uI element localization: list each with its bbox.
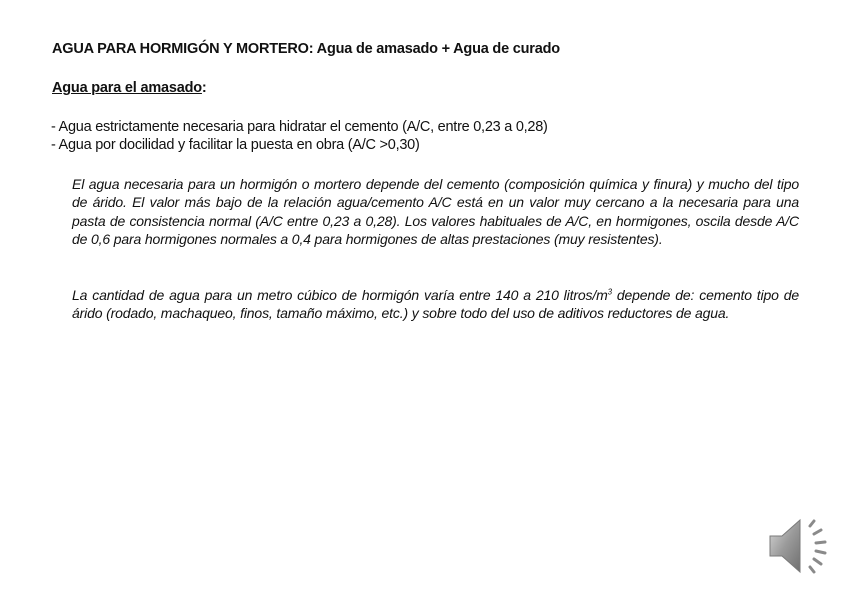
section-heading [52,80,207,96]
unit-superscript: 3 [607,287,612,297]
audio-button[interactable] [766,514,836,578]
slide-title: AGUA PARA HORMIGÓN Y MORTERO: Agua de amasado + Agua de curado [52,41,560,57]
speaker-icon [766,514,836,578]
paragraph-water-quantity [72,286,799,323]
paragraph-text-start: La cantidad de agua para un metro cúbico de hormigón varía entre 140 a 210 litros/m [72,287,608,303]
section-heading-colon: : [201,80,207,96]
bullet-item: - Agua estrictamente necesaria para hidratar el cemento (A/C, entre 0,23 a 0,28) [51,119,548,135]
bullet-list [51,118,548,154]
paragraph-text-end: depende de: cemento tipo de árido (rodado, machaqueo, finos, tamaño máximo, etc.) y sobre todo del uso de aditivos reductores de agua. [72,287,799,322]
section-heading-text: Agua para el amasado [52,80,202,96]
bullet-item: - Agua por docilidad y facilitar la puesta en obra (A/C >0,30) [51,137,420,153]
paragraph-water-cement-ratio: El agua necesaria para un hormigón o mortero depende del cemento (composición química y finura) y mucho del tipo de árido. El valor más bajo de la relación agua/cemento A/C está en un valor muy cercano a la necesaria para una pasta de consistencia normal (A/C entre 0,23 a 0,28). Los valores habituales de A/C, en hormigones, oscila desde A/C de 0,6 para hormigones normales a 0,4 para hormigones de altas prestaciones (muy resistentes). [72,176,799,247]
